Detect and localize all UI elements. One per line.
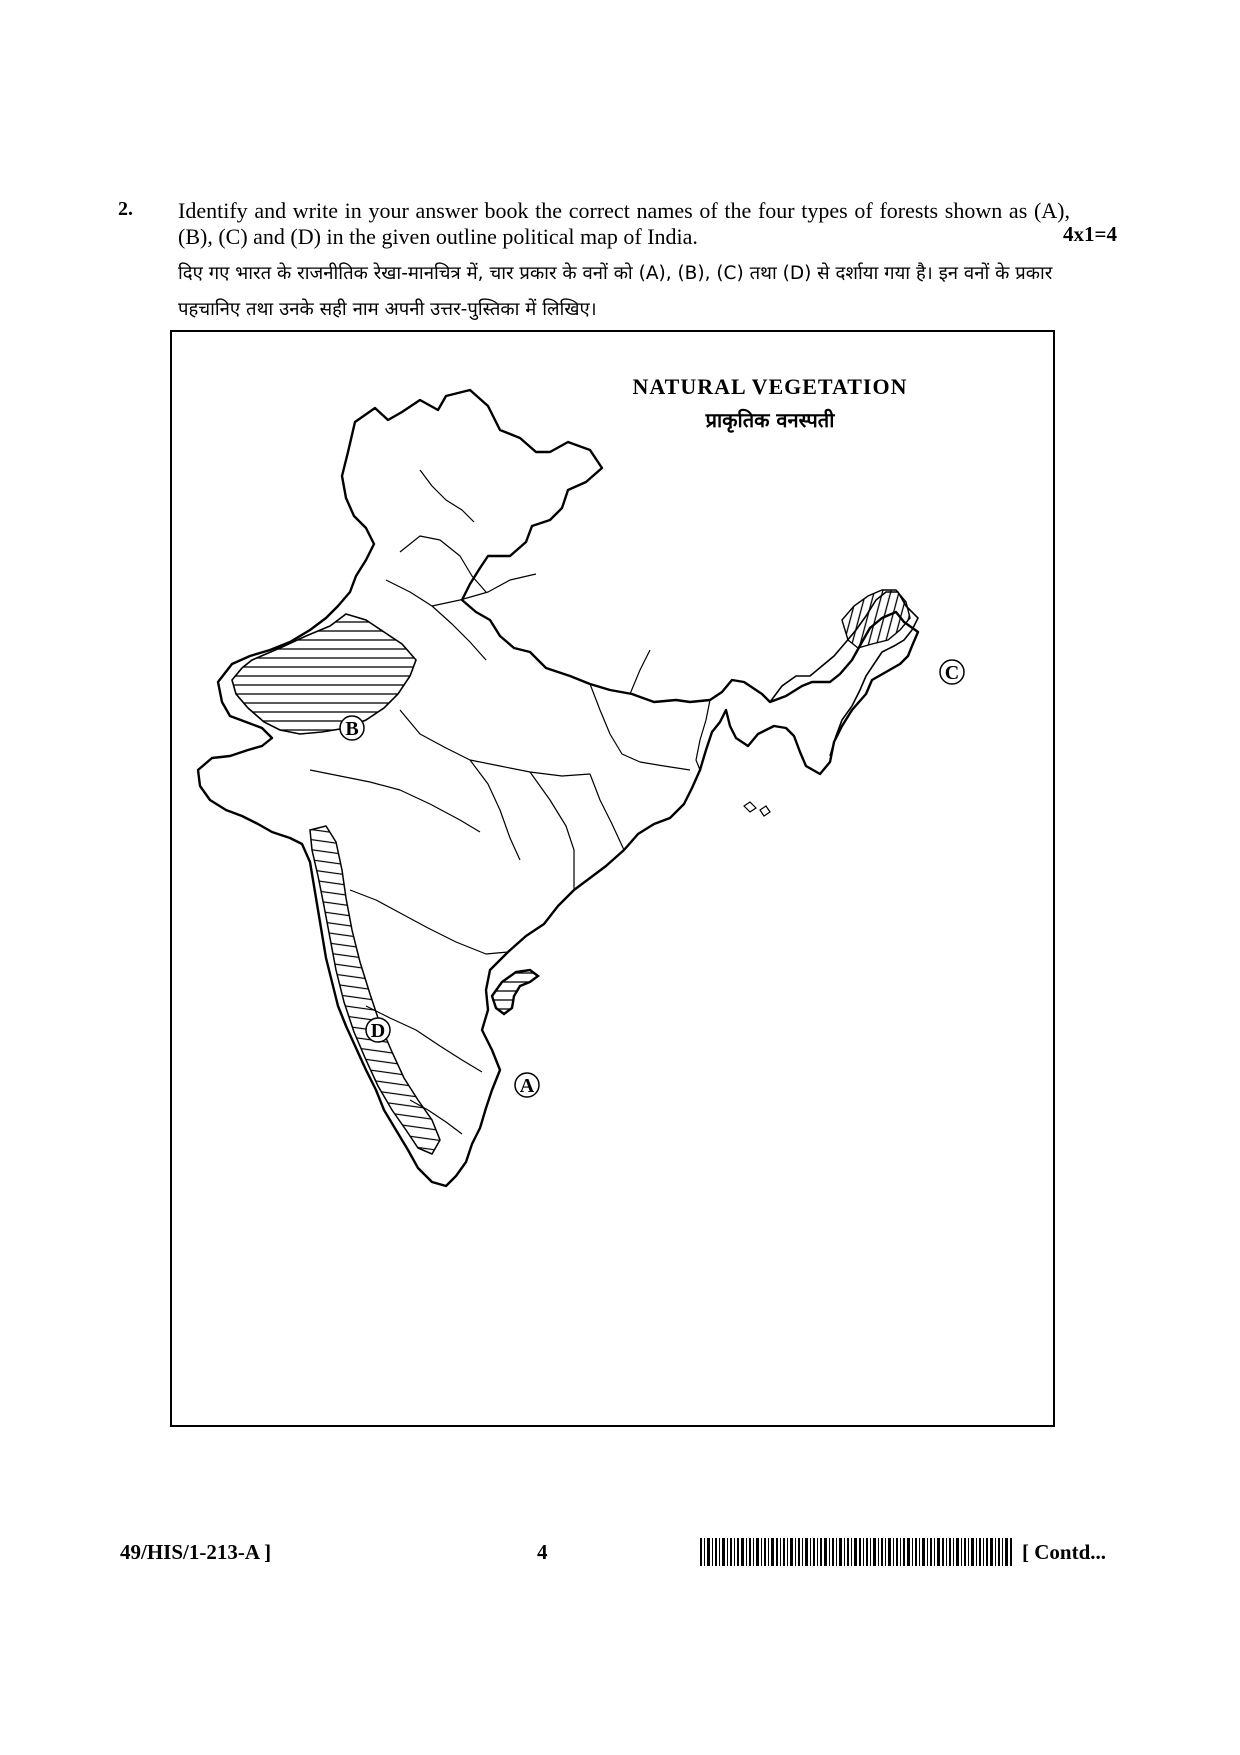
label-c-marker: [940, 660, 964, 684]
question-text-hindi: दिए गए भारत के राजनीतिक रेखा-मानचित्र में, चार प्रकार के वनों को (A), (B), (C) तथा (D) से दर्शाया गया है। इन वनों के प्रकार पहचानिए तथा उनके सही नाम अपनी उत्तर-पुस्तिका में लिखिए।: [178, 263, 1053, 320]
map-labels: [170, 330, 1055, 1427]
map-title-hindi: प्राकृतिक वनस्पती: [705, 408, 835, 432]
continued-marker: [ Contd...: [1022, 1540, 1107, 1564]
label-a-marker: [515, 1073, 539, 1097]
question-number: 2.: [118, 198, 133, 220]
paper-code: 49/HIS/1-213-A ]: [120, 1540, 272, 1564]
label-b-marker: [340, 716, 364, 740]
label-c: C: [944, 662, 960, 684]
label-b: B: [345, 718, 359, 740]
question-marks: 4x1=4: [1063, 222, 1117, 246]
question-text-english: Identify and write in your answer book the correct names of the four types of forests shown as (A), (B), (C) and (D) in the given outline political map of India.: [178, 198, 1070, 249]
map-title-english: NATURAL VEGETATION: [632, 374, 908, 399]
label-d-marker: [366, 1018, 390, 1042]
label-d: D: [370, 1020, 386, 1042]
barcode-image: [700, 1538, 1012, 1566]
label-a: A: [519, 1075, 535, 1097]
page-number: 4: [537, 1540, 548, 1564]
